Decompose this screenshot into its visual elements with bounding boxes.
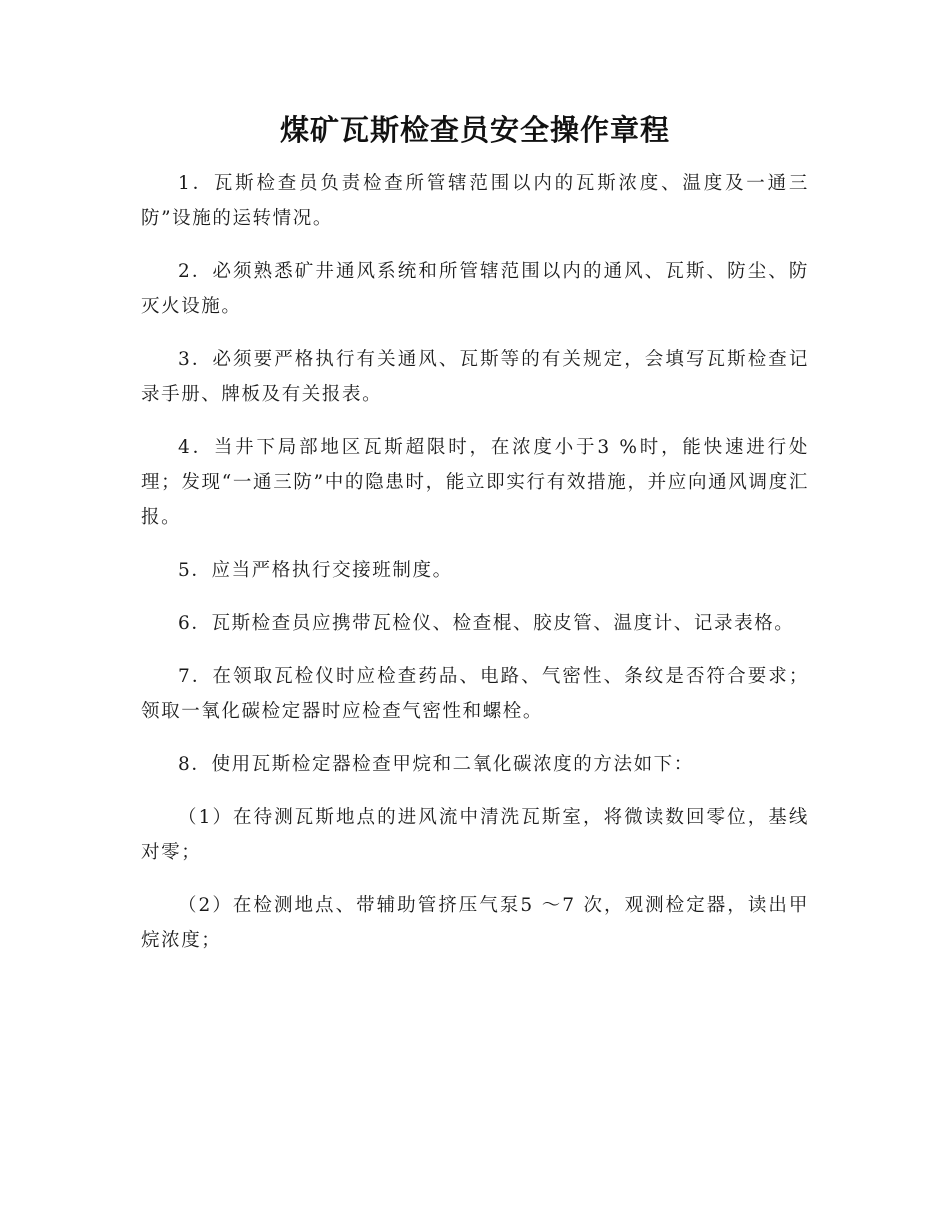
paragraph-2: 2．必须熟悉矿井通风系统和所管辖范围以内的通风、瓦斯、防尘、防灭火设施。 [141, 261, 809, 317]
document-body [141, 166, 809, 976]
paragraph-7: 7．在领取瓦检仪时应检查药品、电路、气密性、条纹是否符合要求；领取一氧化碳检定器时应检查气密性和螺栓。 [141, 666, 809, 722]
paragraph-1: 1．瓦斯检查员负责检查所管辖范围以内的瓦斯浓度、温度及一通三防”设施的运转情况。 [141, 173, 809, 229]
paragraph-4: 4．当井下局部地区瓦斯超限时，在浓度小于3 %时，能快速进行处理；发现“一通三防”中的隐患时，能立即实行有效措施，并应向通风调度汇报。 [141, 437, 809, 528]
paragraph-6: 6．瓦斯检查员应携带瓦检仪、检查棍、胶皮管、温度计、记录表格。 [178, 613, 795, 634]
paragraph-3: 3．必须要严格执行有关通风、瓦斯等的有关规定，会填写瓦斯检查记录手册、牌板及有关报表。 [141, 349, 809, 405]
document-title: 煤矿瓦斯检查员安全操作章程 [279, 113, 670, 147]
paragraph-8-1: （1）在待测瓦斯地点的进风流中清洗瓦斯室，将微读数回零位，基线对零； [141, 807, 809, 863]
paragraph-5: 5．应当严格执行交接班制度。 [178, 560, 453, 581]
paragraph-8-2: （2）在检测地点、带辅助管挤压气泵5 ～7 次，观测检定器，读出甲烷浓度； [141, 895, 809, 951]
paragraph-8: 8．使用瓦斯检定器检查甲烷和二氧化碳浓度的方法如下： [178, 754, 694, 775]
